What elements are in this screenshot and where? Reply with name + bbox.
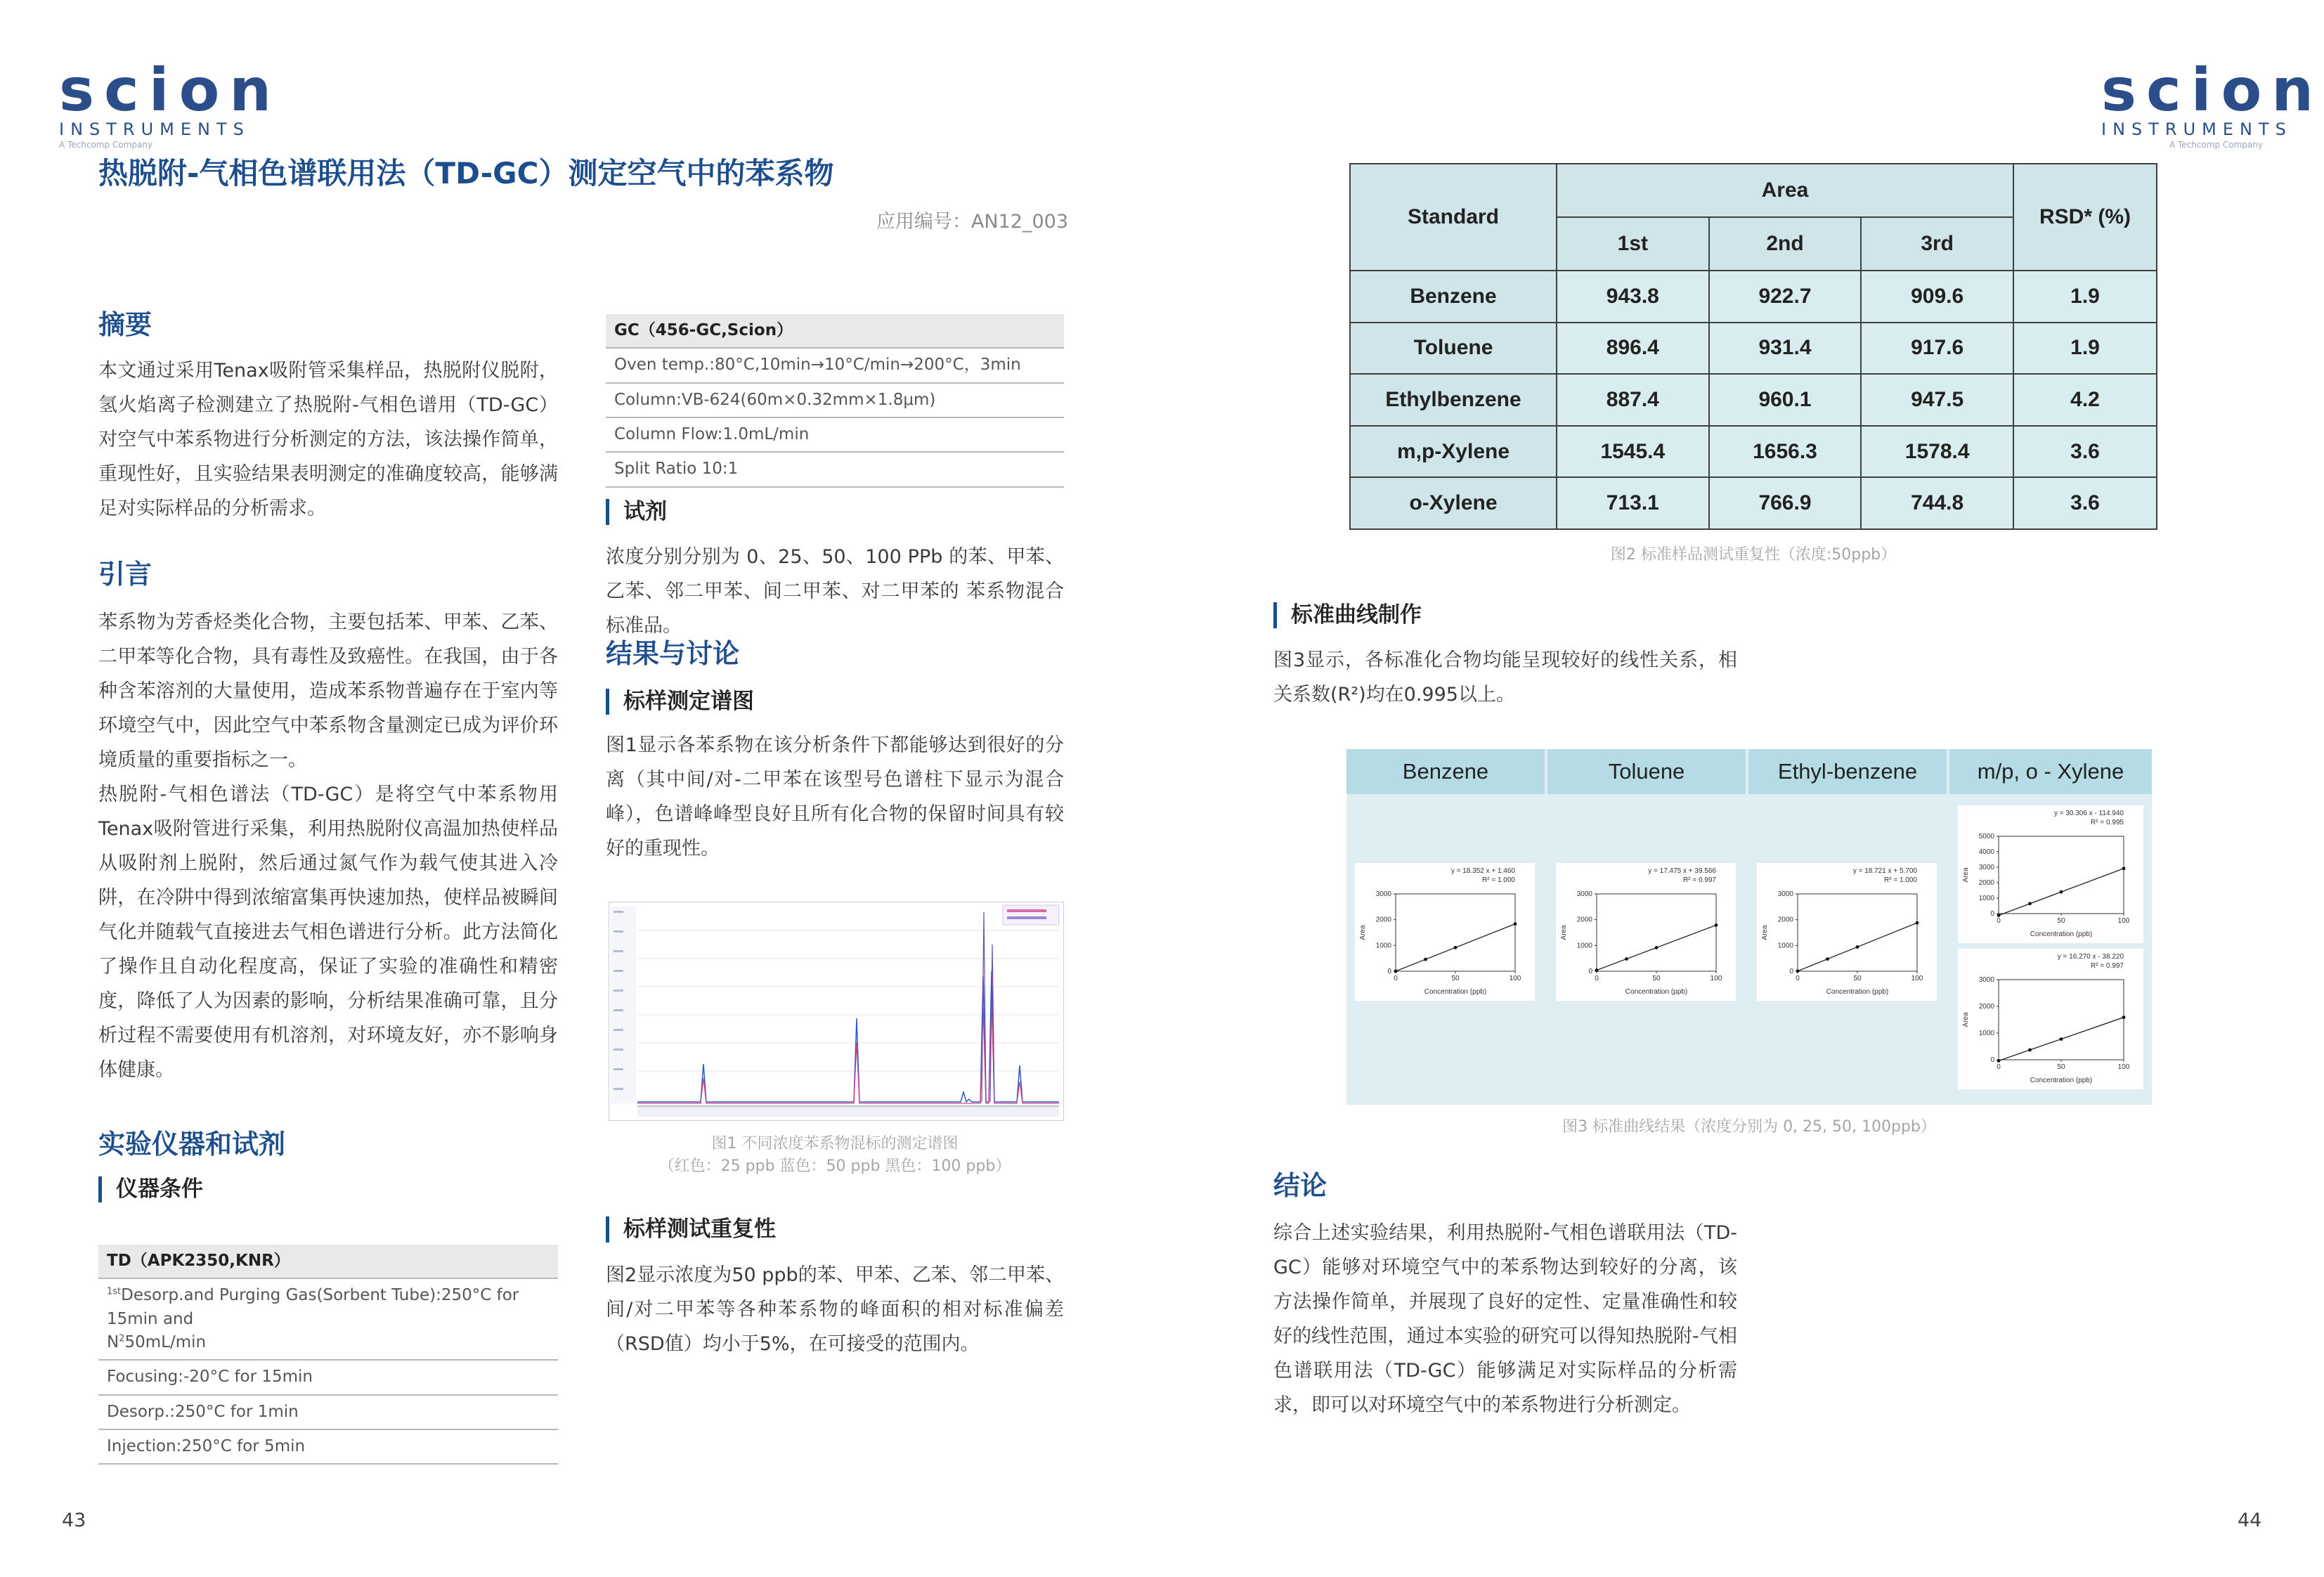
- x-tick-label: 50: [2057, 917, 2065, 925]
- data-point: [2060, 1037, 2063, 1041]
- logo-tagline: A Techcomp Company: [59, 140, 153, 150]
- compound-name: o-Xylene: [1350, 477, 1557, 529]
- x-tick-label: 0: [1796, 975, 1800, 982]
- x-axis-label: Concentration (ppb): [1424, 988, 1487, 996]
- r-squared: R² = 1.000: [1482, 876, 1515, 884]
- abstract-heading: 摘要: [98, 309, 152, 340]
- data-point: [1655, 946, 1658, 949]
- y-tick-label: 2000: [1576, 916, 1592, 924]
- y-tick-label: 3000: [1978, 864, 1994, 871]
- y-tick-label: 3000: [1978, 976, 1994, 984]
- data-point: [1625, 957, 1628, 961]
- area-value: 960.1: [1709, 374, 1862, 426]
- compound-name: Toluene: [1350, 323, 1557, 375]
- logo-subtitle: INSTRUMENTS: [2101, 119, 2292, 139]
- table-row: [1350, 426, 2157, 478]
- data-point: [1856, 945, 1859, 949]
- plot-frame: [1597, 894, 1716, 971]
- td-table-row: $^{1st}$Desorp.and Purging Gas(Sorbent Tube):250°C for 15min and $N^250mL/\min$: [98, 1278, 558, 1360]
- y-tick-label: 1000: [1777, 942, 1793, 950]
- rsd-value: 3.6: [2013, 426, 2157, 478]
- regression-equation: y = 18.352 x + 1.460: [1450, 867, 1515, 875]
- data-point: [2060, 890, 2063, 894]
- y-axis-label: Area: [1359, 925, 1367, 940]
- gc-table-row: Split Ratio 10:1: [606, 452, 1064, 486]
- y-tick-label: 1000: [1978, 895, 1994, 902]
- area-value: 943.8: [1557, 271, 1709, 323]
- table-row: [1350, 323, 2157, 375]
- table-row: [1350, 374, 2157, 426]
- x-tick-label: 0: [1997, 1063, 2001, 1071]
- area-value: 896.4: [1557, 323, 1709, 375]
- data-point: [1796, 969, 1800, 973]
- logo-left: [59, 56, 282, 150]
- x-tick-label: 100: [1710, 975, 1722, 982]
- y-tick-label: 1000: [1375, 942, 1391, 950]
- y-tick-label: 4000: [1978, 848, 1994, 856]
- data-point: [1826, 957, 1829, 961]
- regression-equation: y = 30.306 x - 114.940: [2053, 810, 2124, 817]
- x-tick-label: 50: [1853, 975, 1862, 982]
- y-axis-label: Area: [1962, 867, 1970, 883]
- rsd-col-3rd: 3rd: [1861, 217, 2013, 271]
- r-squared: R² = 1.000: [1884, 876, 1917, 884]
- area-value: 766.9: [1709, 477, 1862, 529]
- page-number-right: 44: [2238, 1510, 2262, 1531]
- instrument-conditions-heading: 仪器条件: [98, 1176, 203, 1202]
- ethylbenzene-calibration-chart: [1757, 863, 1937, 1001]
- plot-frame: [1999, 836, 2124, 914]
- area-value: 909.6: [1861, 271, 2013, 323]
- reagent-heading: 试剂: [606, 499, 667, 525]
- rsd-col-area: Area: [1557, 164, 2013, 217]
- r-squared: R² = 0.997: [2091, 962, 2124, 970]
- o-xylene-calibration-chart: [1958, 949, 2143, 1089]
- experiment-heading: 实验仪器和试剂: [98, 1129, 286, 1160]
- cal-header-ethylbenzene: Ethyl-benzene: [1748, 749, 1947, 794]
- chromatogram-image: [609, 902, 1063, 1120]
- data-point: [1997, 914, 2001, 917]
- mp-xylene-calibration-chart: [1958, 805, 2143, 943]
- area-value: 1578.4: [1861, 426, 2013, 478]
- logo-tagline: A Techcomp Company: [2169, 140, 2263, 150]
- r-squared: R² = 0.995: [2091, 819, 2124, 826]
- data-point: [2122, 867, 2126, 870]
- rsd-col-2nd: 2nd: [1709, 217, 1862, 271]
- x-tick-label: 100: [2117, 917, 2130, 925]
- regression-equation: y = 18.721 x + 5.700: [1852, 867, 1917, 875]
- r-squared: R² = 0.997: [1683, 876, 1716, 884]
- x-tick-label: 100: [1911, 975, 1923, 982]
- gc-table-row: Column:VB-624(60m×0.32mm×1.8μm): [606, 383, 1064, 417]
- intro-paragraph-1: 苯系物为芳香烃类化合物，主要包括苯、甲苯、乙苯、二甲苯等化合物，具有毒性及致癌性。在我国，由于各种含苯溶剂的大量使用，造成苯系物普遍存在于室内等环境空气中，因此空气中苯系物含量测定已成为评价环境质量的重要指标之一。: [98, 611, 558, 771]
- figure2-caption: 图2 标准样品测试重复性（浓度:50ppb）: [1610, 546, 1897, 564]
- y-axis-label: Area: [1962, 1012, 1970, 1027]
- calibration-text: 图3显示，各标准化合物均能呈现较好的线性关系，相关系数(R²)均在0.995以上。: [1273, 649, 1737, 706]
- plot-frame: [1396, 894, 1515, 971]
- y-tick-label: 2000: [1978, 1003, 1994, 1011]
- x-tick-label: 0: [1394, 975, 1398, 982]
- y-axis-label: Area: [1761, 925, 1769, 940]
- y-tick-label: 5000: [1978, 833, 1994, 841]
- logo-word: scion: [2101, 56, 2324, 124]
- page-title: 热脱附-气相色谱联用法（TD-GC）测定空气中的苯系物: [98, 156, 834, 190]
- logo-subtitle: INSTRUMENTS: [59, 119, 250, 139]
- x-axis-label: Concentration (ppb): [1625, 988, 1688, 996]
- logo-right: [2101, 56, 2324, 150]
- area-value: 917.6: [1861, 323, 2013, 375]
- chromatogram-text: 图1显示各苯系物在该分析条件下都能够达到很好的分离（其中间/对-二甲苯在该型号色谱柱下显示为混合峰），色谱峰峰型良好且所有化合物的保留时间具有较好的重现性。: [606, 734, 1064, 859]
- conclusion-text: 综合上述实验结果，利用热脱附-气相色谱联用法（TD-GC）能够对环境空气中的苯系物达到较好的分离，该方法操作简单，并展现了良好的定性、定量准确性和较好的线性范围，通过本实验的研究可以得知热脱附-气相色谱联用法（TD-GC）能够满足对实际样品的分析需求，即可以对环境空气中的苯系物进行分析测定。: [1273, 1222, 1737, 1416]
- plot-frame: [1798, 894, 1917, 971]
- figure1-legend-caption: （红色：25 ppb 蓝色：50 ppb 黑色：100 ppb）: [658, 1157, 1011, 1175]
- data-point: [2122, 1015, 2126, 1019]
- intro-heading: 引言: [98, 559, 152, 590]
- td-table-header: TD（APK2350,KNR）: [98, 1245, 558, 1278]
- repeatability-heading: 标样测试重复性: [606, 1216, 776, 1242]
- data-point: [1595, 968, 1599, 972]
- td-conditions-table: [98, 1245, 558, 1465]
- x-tick-label: 100: [2117, 1063, 2130, 1071]
- data-point: [2028, 1049, 2032, 1052]
- y-tick-label: 0: [1588, 968, 1592, 975]
- y-tick-label: 2000: [1375, 916, 1391, 924]
- y-tick-label: 0: [1990, 910, 1994, 918]
- logo-word: scion: [59, 56, 282, 124]
- y-tick-label: 0: [1387, 968, 1391, 975]
- benzene-calibration-chart: [1355, 863, 1535, 1001]
- y-tick-label: 3000: [1576, 890, 1592, 898]
- rsd-col-rsd: RSD* (%): [2013, 164, 2157, 271]
- gc-table-header: GC（456-GC,Scion）: [606, 314, 1064, 348]
- x-tick-label: 0: [1997, 917, 2001, 925]
- chromatogram-heading: 标样测定谱图: [606, 689, 754, 715]
- y-tick-label: 1000: [1576, 942, 1592, 950]
- td-table-row: Injection:250°C for 5min: [98, 1429, 558, 1464]
- td-table-row: Desorp.:250°C for 1min: [98, 1395, 558, 1429]
- area-value: 1656.3: [1709, 426, 1862, 478]
- regression-equation: y = 16.270 x - 38.220: [2057, 953, 2124, 961]
- x-axis-label: Concentration (ppb): [1826, 988, 1889, 996]
- x-tick-label: 50: [1652, 975, 1661, 982]
- page-number-left: 43: [62, 1510, 86, 1531]
- plot-frame: [1999, 980, 2124, 1060]
- x-tick-label: 100: [1509, 975, 1521, 982]
- x-tick-label: 0: [1595, 975, 1599, 982]
- data-point: [1394, 970, 1398, 973]
- table-row: [1350, 271, 2157, 323]
- data-point: [1424, 958, 1427, 961]
- compound-name: m,p-Xylene: [1350, 426, 1557, 478]
- area-value: 922.7: [1709, 271, 1862, 323]
- figure1-caption: 图1 不同浓度苯系物混标的测定谱图: [711, 1135, 959, 1153]
- rsd-value: 1.9: [2013, 271, 2157, 323]
- y-tick-label: 0: [1789, 968, 1793, 975]
- cal-header-toluene: Toluene: [1547, 749, 1746, 794]
- compound-name: Benzene: [1350, 271, 1557, 323]
- data-point: [1514, 922, 1517, 926]
- x-tick-label: 50: [2057, 1063, 2065, 1071]
- table-row: [1350, 477, 2157, 529]
- calibration-figure: [1346, 749, 2152, 1105]
- y-tick-label: 2000: [1777, 916, 1793, 924]
- y-tick-label: 3000: [1375, 890, 1391, 898]
- repeatability-text: 图2显示浓度为50 ppb的苯、甲苯、乙苯、邻二甲苯、间/对二甲苯等各种苯系物的峰面积的相对标准偏差（RSD值）均小于5%，在可接受的范围内。: [606, 1264, 1064, 1355]
- chromatogram-figure: [609, 902, 1064, 1121]
- y-tick-label: 3000: [1777, 890, 1793, 898]
- x-axis-label: Concentration (ppb): [2030, 1077, 2093, 1084]
- gc-conditions-table: [606, 314, 1064, 488]
- area-value: 744.8: [1861, 477, 2013, 529]
- y-tick-label: 0: [1990, 1056, 1994, 1064]
- x-axis-label: Concentration (ppb): [2030, 930, 2093, 938]
- area-value: 947.5: [1861, 374, 2013, 426]
- figure3-caption: 图3 标准曲线结果（浓度分别为 0, 25, 50, 100ppb）: [1562, 1118, 1936, 1136]
- data-point: [1454, 946, 1458, 949]
- compound-name: Ethylbenzene: [1350, 374, 1557, 426]
- y-tick-label: 2000: [1978, 879, 1994, 887]
- x-tick-label: 50: [1451, 975, 1460, 982]
- data-point: [2028, 902, 2032, 905]
- cal-header-benzene: Benzene: [1346, 749, 1545, 794]
- area-value: 887.4: [1557, 374, 1709, 426]
- y-tick-label: 1000: [1978, 1030, 1994, 1037]
- data-point: [1715, 923, 1718, 927]
- rsd-value: 3.6: [2013, 477, 2157, 529]
- rsd-value: 4.2: [2013, 374, 2157, 426]
- cal-header-xylene: m/p, o - Xylene: [1949, 749, 2152, 794]
- area-value: 1545.4: [1557, 426, 1709, 478]
- rsd-col-standard: Standard: [1350, 164, 1557, 271]
- rsd-col-1st: 1st: [1557, 217, 1709, 271]
- intro-paragraph-2: 热脱附-气相色谱法（TD-GC）是将空气中苯系物用Tenax吸附管进行采集，利用热脱附仪高温加热使样品从吸附剂上脱附，然后通过氮气作为载气使其进入冷阱，在冷阱中得到浓缩富集再快速加热，使样品被瞬间气化并随载气直接进去气相色谱进行分析。此方法简化了操作且自动化程度高，保证了实验的准确性和精密度，降低了人为因素的影响，分析结果准确可靠，且分析过程不需要使用有机溶剂，对环境友好，亦不影响身体健康。: [98, 784, 558, 1081]
- results-heading: 结果与讨论: [606, 638, 740, 669]
- reagent-text: 浓度分别分别为 0、25、50、100 PPb 的苯、甲苯、乙苯、邻二甲苯、间二甲苯、对二甲苯的 苯系物混合标准品。: [606, 546, 1064, 637]
- gc-table-row: Oven temp.:80°C,10min→10°C/min→200°C，3min: [606, 348, 1064, 382]
- rsd-table: [1349, 163, 2157, 530]
- area-value: 713.1: [1557, 477, 1709, 529]
- data-point: [1916, 921, 1919, 925]
- abstract-text: 本文通过采用Tenax吸附管采集样品，热脱附仪脱附，氢火焰离子检测建立了热脱附-气相色谱用（TD-GC）对空气中苯系物进行分析测定的方法，该法操作简单，重现性好，且实验结果表明测定的准确度较高，能够满足对实际样品的分析需求。: [98, 360, 558, 519]
- y-axis-label: Area: [1560, 925, 1568, 940]
- gc-table-row: Column Flow:1.0mL/min: [606, 417, 1064, 452]
- td-table-row: Focusing:-20°C for 15min: [98, 1360, 558, 1394]
- conclusion-heading: 结论: [1273, 1170, 1327, 1201]
- calibration-heading: 标准曲线制作: [1273, 602, 1422, 628]
- application-number: 应用编号：AN12_003: [876, 211, 1068, 233]
- data-point: [1997, 1059, 2001, 1063]
- regression-equation: y = 17.475 x + 39.566: [1648, 867, 1716, 875]
- toluene-calibration-chart: [1556, 863, 1736, 1001]
- area-value: 931.4: [1709, 323, 1862, 375]
- rsd-value: 1.9: [2013, 323, 2157, 375]
